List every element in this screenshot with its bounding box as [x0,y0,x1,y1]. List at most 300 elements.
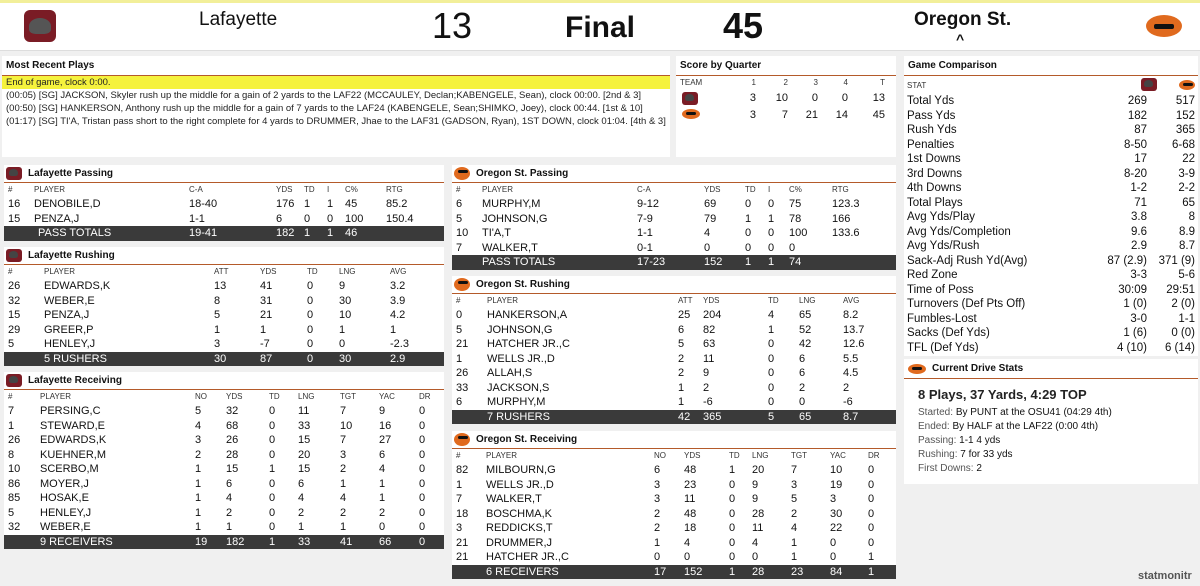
totals-row [4,226,444,241]
stat-cell: 1 [214,323,221,336]
stat-cell: 8 [8,448,15,461]
player-row [4,462,444,477]
home-score: 45 [723,5,764,46]
stat-cell: 82 [456,464,469,476]
quarter-header-cell: 1 [751,78,756,87]
comparison-away-value: 269 [1127,95,1147,107]
stat-cell: 21 [456,536,469,549]
player-name: WELLS JR.,D [487,352,555,365]
possession-caret-icon: ^ [956,31,965,47]
stat-cell: 1 [304,198,311,210]
stat-cell: 0 [768,367,775,379]
stat-cell: 31 [260,294,273,307]
stat-cell: 20 [752,464,765,476]
comparison-home-value: 5-6 [1178,269,1195,281]
stat-cell: 0 [768,198,775,210]
player-row [4,197,444,212]
totals-cell: 1 [304,227,311,239]
column-header: # [8,267,13,276]
stat-cell: 6 [379,448,386,461]
stat-cell: 0 [456,309,463,321]
comparison-home-value: 3-9 [1178,167,1195,180]
stat-cell: 85 [8,492,21,504]
most-recent-plays-panel [2,56,670,157]
stat-cell: 7 [456,493,463,505]
quarter-score-cell: 7 [781,109,788,121]
stat-cell: 10 [8,463,21,475]
current-drive-panel [904,359,1198,484]
score-header [0,3,1200,51]
stat-cell: 1 [195,477,202,490]
totals-label: 9 RECEIVERS [40,535,113,548]
totals-row [452,255,896,270]
stat-cell: 7 [340,405,347,417]
totals-cell: 152 [684,565,703,578]
drive-summary: 8 Plays, 37 Yards, 4:29 TOP [918,387,1087,402]
totals-cell: 65 [799,410,812,423]
stat-cell: 85.2 [386,198,408,210]
player-name: PERSING,C [40,405,101,417]
comparison-away-value: 8-50 [1123,138,1147,151]
stat-cell: 0 [269,434,276,446]
column-header: DR [868,451,880,460]
stat-cell: 26 [226,434,239,446]
lafayette-logo-icon [6,249,22,262]
stat-cell: 1-1 [189,212,205,225]
stat-cell: 0 [745,198,752,210]
totals-label: 7 RUSHERS [487,410,550,423]
stat-cell: 2 [226,506,233,519]
stat-cell: 4 [684,536,691,549]
player-name: EDWARDS,K [44,280,111,292]
stat-cell: 5 [791,493,798,505]
quarter-header-cell: T [880,78,885,87]
comparison-stat-name: Total Plays [907,196,963,209]
drive-detail-label: Passing: [918,435,960,446]
stat-cell: 0 [684,551,691,563]
stat-cell: 0 [868,464,875,476]
player-row [452,212,896,227]
player-name: DENOBILE,D [34,198,101,210]
stat-cell: 2 [340,506,347,519]
stat-cell: 3.2 [390,280,406,292]
stat-cell: 1 [195,506,202,519]
player-name: PENZA,J [34,212,80,225]
player-name: MILBOURN,G [486,464,556,476]
column-header: LNG [339,267,356,276]
stat-cell: 45 [345,198,358,210]
stat-cell: 100 [345,212,364,225]
player-name: DRUMMER,J [486,536,552,549]
stat-cell: 18 [684,522,697,534]
column-header: TD [307,267,318,276]
stat-cell: 6 [799,352,806,365]
player-name: TI'A,T [482,227,511,239]
stat-cell: 0 [419,463,426,475]
stat-cell: 0 [868,536,875,549]
stat-cell: 28 [752,507,765,520]
stat-cell: 166 [832,212,851,225]
section-header [452,276,896,294]
lafayette-logo-icon [1141,78,1157,91]
stat-cell: 32 [8,521,21,533]
comparison-row [904,109,1198,124]
column-header-row [4,265,444,279]
drive-detail-value: By HALF at the LAF22 (0:00 4th) [952,421,1099,432]
column-header: TGT [340,392,356,401]
player-name: WEBER,E [40,521,91,533]
totals-cell: 1 [269,535,276,548]
stat-cell: 1 [768,323,775,336]
player-row [452,550,896,565]
totals-cell: 46 [345,227,358,239]
stat-cell: 63 [703,338,716,350]
stat-cell: 1 [8,419,15,432]
statmonitr-watermark: statmonitr [1138,570,1192,582]
stat-cell: 21 [456,551,469,563]
stat-cell: 21 [260,309,273,321]
stat-cell: 0 [729,551,736,563]
drive-detail-label: Started: [918,407,956,418]
stat-cell: 16 [8,198,21,210]
player-name: HENLEY,J [44,338,96,350]
player-row [452,507,896,522]
player-name: GREER,P [44,323,94,336]
stat-cell: 0 [745,227,752,239]
stat-cell: 33 [298,419,311,432]
player-name: WALKER,T [486,493,542,505]
stat-cell: 13.7 [843,323,865,336]
comparison-home-value: 365 [1175,124,1195,136]
column-header: C% [345,185,358,194]
comparison-home-value: 8.7 [1179,240,1195,252]
totals-cell: 182 [226,535,245,548]
stat-cell: 1 [339,323,346,336]
stat-cell: 5 [456,323,463,336]
comparison-home-value: 22 [1182,153,1195,165]
stat-cell: 6 [654,464,661,476]
stat-cell: 65 [799,309,812,321]
stat-cell: 3 [456,522,463,534]
stat-cell: 0 [419,492,426,504]
stat-cell: 9 [703,367,710,379]
section-header [4,165,444,183]
column-header: LNG [298,392,315,401]
totals-cell: 152 [704,256,723,268]
comparison-away-value: 30:09 [1118,283,1147,296]
totals-cell: 74 [789,256,802,268]
stat-cell: 1 [327,198,334,210]
stat-cell: 7 [8,405,15,417]
laf-passing-section [4,165,444,241]
totals-cell: 365 [703,410,722,423]
section-header [4,247,444,265]
stat-cell: 0 [269,405,276,417]
stat-cell: 0 [339,338,346,350]
stat-cell: 123.3 [832,198,860,210]
stat-cell: 0 [768,396,775,408]
stat-cell: 19 [830,478,843,491]
player-row [4,212,444,227]
stat-cell: 5 [8,506,15,519]
totals-label: 5 RUSHERS [44,352,107,365]
quarter-score-cell: 3 [749,92,756,104]
comparison-stat-name: Red Zone [907,269,958,281]
plays-list [2,76,670,128]
player-name: JOHNSON,G [487,323,553,336]
comparison-home-value: 2-2 [1178,182,1195,194]
stat-cell: 1 [456,352,463,365]
stat-cell: 13 [214,280,227,292]
stat-cell: 10 [339,309,352,321]
stat-cell: 1 [791,551,798,563]
quarter-score-cell: 45 [872,109,885,121]
player-name: HOSAK,E [40,492,89,504]
comparison-row [904,283,1198,298]
stat-cell: 1 [654,536,661,549]
comparison-away-value: 71 [1134,196,1147,209]
comparison-row [904,196,1198,211]
quarter-score-cell: 21 [805,109,818,121]
stat-cell: 5 [678,338,685,350]
stat-cell: 4 [791,522,798,534]
drive-detail-line [904,462,1198,476]
stat-cell: 0 [799,396,806,408]
stat-cell: 11 [752,522,764,534]
stat-cell: 10 [830,464,843,476]
column-header: NO [195,392,207,401]
stat-cell: 0 [419,477,426,490]
column-header: I [327,185,330,194]
player-row [452,463,896,478]
comparison-header-row [904,76,1198,94]
stat-cell: 2 [703,381,710,394]
totals-cell: 17-23 [637,256,666,268]
stat-cell: 0 [768,352,775,365]
stat-cell: 9 [339,280,346,292]
comparison-home-value: 8.9 [1179,225,1195,238]
stat-cell: 0 [729,478,736,491]
totals-label: PASS TOTALS [38,227,112,239]
column-header-row [452,449,896,463]
player-name: WALKER,T [482,241,538,254]
stat-cell: 33 [456,381,469,394]
stat-cell: 48 [684,464,697,476]
stat-cell: 9 [752,478,759,491]
current-drive-title [904,359,1198,379]
stat-cell: 1 [791,536,798,549]
column-header: TD [304,185,315,194]
section-title: Lafayette Passing [28,168,114,179]
away-team-name: Lafayette [199,9,278,30]
comparison-stat-name: Total Yds [907,95,955,107]
totals-cell: 33 [298,535,311,548]
comparison-home-value: 371 (9) [1158,254,1195,267]
drive-detail-line [904,434,1198,448]
player-name: PENZA,J [44,309,90,321]
section-header [452,165,896,183]
stat-cell: 6 [456,198,463,210]
section-title: Oregon St. Receiving [476,434,578,445]
stat-cell: 15 [298,434,311,446]
player-row [4,477,444,492]
stat-cell: 2 [791,507,798,520]
stat-cell: 0-1 [637,241,653,254]
comparison-away-value: 87 (2.9) [1107,254,1147,267]
stat-cell: 3 [340,448,347,461]
stat-cell: 1 [868,551,875,563]
totals-cell: 1 [768,256,775,268]
stat-cell: 1 [340,477,347,490]
stat-cell: 75 [789,198,802,210]
stat-cell: 1 [678,381,685,394]
stat-cell: 2 [654,522,661,534]
comparison-stat-name: Rush Yds [907,124,957,136]
totals-cell: 1 [745,256,752,268]
column-header: AVG [843,296,860,305]
comparison-row [904,138,1198,153]
comparison-away-value: 3-0 [1130,312,1147,325]
totals-cell: 84 [830,565,843,578]
stat-cell: 0 [419,405,426,417]
stat-cell: 4 [298,492,305,504]
stat-cell: 6 [456,396,463,408]
comparison-row [904,167,1198,182]
player-row [452,308,896,323]
stat-cell: 10 [340,419,353,432]
player-row [4,294,444,309]
stat-cell: 69 [704,198,717,210]
stat-cell: 150.4 [386,212,414,225]
stat-cell: 4 [340,492,347,504]
player-name: SCERBO,M [40,463,99,475]
comparison-home-value: 152 [1175,109,1195,122]
stat-cell: 0 [304,212,311,225]
column-header: YAC [830,451,846,460]
stat-cell: 0 [419,506,426,519]
stat-cell: 8.2 [843,309,859,321]
drive-detail-value: By PUNT at the OSU41 (04:29 4th) [955,407,1112,418]
column-header-row [4,390,444,404]
stat-cell: 27 [379,434,392,446]
comparison-stat-header: STAT [907,81,927,90]
stat-cell: 6 [298,477,305,490]
stat-cell: 1 [298,521,305,533]
player-name: WEBER,E [44,294,95,307]
stat-cell: -2.3 [390,338,409,350]
column-header: YDS [703,296,720,305]
column-header: PLAYER [40,392,71,401]
totals-cell: 17 [654,565,667,578]
comparison-home-value: 517 [1175,95,1195,107]
oregon-state-logo-icon [454,433,470,446]
column-header-row [452,294,896,308]
stat-cell: 29 [8,323,21,336]
player-name: KUEHNER,M [40,448,107,461]
quarter-score-row [676,90,896,107]
stat-cell: 3 [214,338,221,350]
totals-cell: 1 [729,565,736,578]
stat-cell: 2 [799,381,806,394]
section-title: Oregon St. Rushing [476,279,570,290]
stat-cell: 133.6 [832,227,860,239]
stat-cell: 100 [789,227,808,239]
stat-cell: 0 [307,294,314,307]
comparison-home-value: 2 (0) [1171,298,1195,310]
stat-cell: 4 [226,492,233,504]
player-row [4,520,444,535]
stat-cell: 11 [298,405,310,417]
play-item: End of game, clock 0:00. [2,76,670,89]
oregon-state-logo-icon [454,278,470,291]
stat-cell: 78 [789,212,802,225]
stat-cell: 30 [830,507,843,520]
stat-cell: 4.2 [390,309,406,321]
comparison-row [904,254,1198,269]
stat-cell: 1 [678,396,685,408]
player-row [452,352,896,367]
stat-cell: 176 [276,198,295,210]
column-header-row [452,183,896,197]
stat-cell: 0 [830,536,837,549]
stat-cell: 1 [379,492,386,504]
comparison-away-value: 8-20 [1123,167,1147,180]
player-name: JACKSON,S [487,381,550,394]
section-header [452,431,896,449]
column-header: DR [419,392,431,401]
totals-cell: 1 [868,565,875,578]
stat-cell: 2 [379,506,386,519]
section-title: Lafayette Receiving [28,375,122,386]
comparison-stat-name: Time of Poss [907,283,974,296]
stat-cell: 23 [684,478,697,491]
stat-cell: 1 [195,521,202,533]
lafayette-logo-icon [682,92,698,105]
stat-cell: 1 [390,323,397,336]
oregon-state-logo-icon [454,167,470,180]
stat-cell: 0 [868,478,875,491]
totals-cell: 19 [195,535,208,548]
player-name: EDWARDS,K [40,434,107,446]
stat-cell: 0 [419,521,426,533]
oregon-state-logo-icon [908,364,926,374]
totals-row [452,410,896,425]
drive-detail-line [904,448,1198,462]
oregon-state-logo-icon [1179,80,1195,90]
score-by-quarter-panel [676,56,896,157]
comparison-row [904,181,1198,196]
player-row [4,337,444,352]
comparison-away-value: 1 (0) [1123,298,1147,310]
stat-cell: 0 [745,241,752,254]
column-header: LNG [799,296,816,305]
stat-cell: 0 [269,492,276,504]
column-header: C-A [189,185,203,194]
player-row [4,279,444,294]
stat-cell: 12.6 [843,338,865,350]
stat-cell: 3 [830,493,837,505]
stat-cell: 0 [269,477,276,490]
quarter-header-cell: 3 [813,78,818,87]
stat-cell: 2 [843,381,850,394]
comparison-row [904,326,1198,341]
totals-cell: 5 [768,410,775,423]
stat-cell: 21 [456,338,469,350]
home-team-name: Oregon St. [914,9,1012,30]
stat-cell: 0 [307,280,314,292]
lafayette-logo-icon [24,10,56,42]
stat-cell: 5.5 [843,352,859,365]
